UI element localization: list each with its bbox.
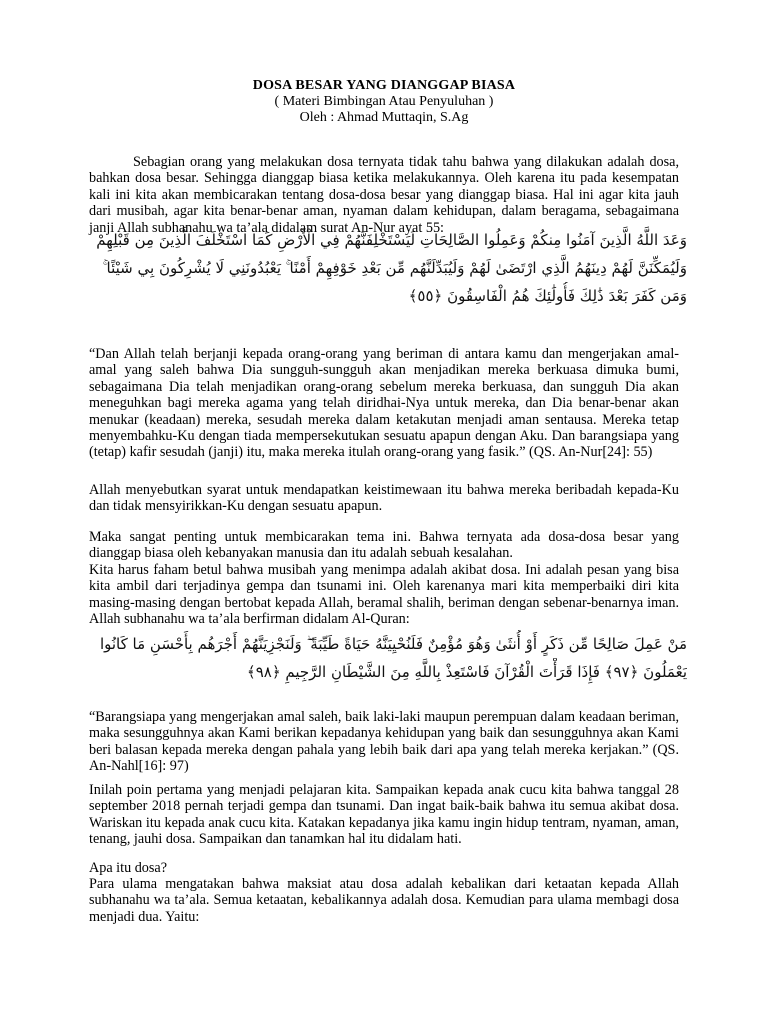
document-title: DOSA BESAR YANG DIANGGAP BIASA <box>252 78 516 93</box>
arabic-line: مَنْ عَمِلَ صَالِحًا مِّن ذَكَرٍ أَوْ أُنثَىٰ وَهُوَ مُؤْمِنٌ فَلَنُحْيِيَنَّهُ حَيَاةً طَيِّبَةً ۖ وَلَنَجْزِيَنَّهُمْ أَجْرَهُم بِأَحْسَنِ مَا كَانُوا <box>99 635 687 653</box>
document-subtitle: ( Materi Bimbingan Atau Penyuluhan ) <box>274 94 494 109</box>
title-block <box>0 78 768 126</box>
paragraph-lesson: Inilah poin pertama yang menjadi pelajaran kita. Sampaikan kepada anak cucu kita bahwa tanggal 28 september 2018 pernah terjadi gempa dan tsunami. Dan ingat baik-baik bahwa itu semua akibat dosa. Wariskan itu kepada anak cucu kita. Katakan kepadanya jika kamu ingin hidup tentram, nyaman, aman, tenang, jauhi dosa. Sampaikan dan tanamkan hal itu didalam hati. <box>89 782 679 848</box>
question-heading: Apa itu dosa? <box>89 860 168 876</box>
document-author: Oleh : Ahmad Muttaqin, S.Ag <box>299 110 469 125</box>
arabic-line: وَلَيُمَكِّنَنَّ لَهُمْ دِينَهُمُ الَّذِي ارْتَضَىٰ لَهُمْ وَلَيُبَدِّلَنَّهُم مِّن بَعْدِ خَوْفِهِمْ أَمْنًا ۚ يَعْبُدُونَنِي لَا يُشْرِكُونَ بِي شَيْئًا ۚ <box>102 259 687 277</box>
intro-paragraph: Sebagian orang yang melakukan dosa ternyata tidak tahu bahwa yang dilakukan adalah dosa, bahkan dosa besar. Sehingga dianggap biasa ketika melakukannya. Oleh karena itu pada kesempatan kali ini kita akan membicarakan tentang dosa-dosa besar yang dianggap biasa. Hal ini agar kita jauh dari musibah, agar kita benar-benar aman, nyaman dalam kehidupan, dalam beragama, sebagaimana janji Allah subhanahu wa ta’ala didalam surat An-Nur ayat 55: <box>89 154 679 236</box>
arabic-line: وَمَن كَفَرَ بَعْدَ ذَٰلِكَ فَأُولَٰئِكَ هُمُ الْفَاسِقُونَ ﴿٥٥﴾ <box>408 287 687 305</box>
paragraph-importance: Maka sangat penting untuk membicarakan tema ini. Bahwa ternyata ada dosa-dosa besar yang dianggap biasa oleh kebanyakan manusia dan itu adalah sebuah kesalahan. <box>89 529 679 562</box>
arabic-line: وَعَدَ اللَّهُ الَّذِينَ آمَنُوا مِنكُمْ وَعَمِلُوا الصَّالِحَاتِ لَيَسْتَخْلِفَنَّهُمْ فِي الْأَرْضِ كَمَا اسْتَخْلَفَ الَّذِينَ مِن قَبْلِهِمْ <box>96 231 687 249</box>
arabic-line: يَعْمَلُونَ ﴿٩٧﴾ فَإِذَا قَرَأْتَ الْقُرْآنَ فَاسْتَعِذْ بِاللَّهِ مِنَ الشَّيْطَانِ الرَّجِيمِ ﴿٩٨﴾ <box>246 663 687 681</box>
paragraph-condition: Allah menyebutkan syarat untuk mendapatkan keistimewaan itu bahwa mereka beribadah kepada-Ku dan tidak mensyirikkan-Ku dengan sesuatu apapun. <box>89 482 679 515</box>
translation-an-nur-55: “Dan Allah telah berjanji kepada orang-orang yang beriman di antara kamu dan mengerjakan amal-amal yang saleh bahwa Dia sungguh-sungguh akan menjadikan mereka berkuasa dimuka bumi, sebagaimana Dia telah menjadikan orang-orang sebelum mereka berkuasa, dan sungguh Dia akan meneguhkan bagi mereka agama yang telah diridhai-Nya untuk mereka, dan Dia benar-benar akan menukar (keadaan) mereka, sesudah mereka dalam ketakutan menjadi aman sentausa. Mereka tetap menyembahku-Ku dengan tiada mempersekutukan sesuatu apapun dengan Aku. Dan barangsiapa yang (tetap) kafir sesudah (janji) itu, maka mereka itulah orang-orang yang fasik.” (QS. An-Nur[24]: 55) <box>89 346 679 461</box>
paragraph-repentance: Kita harus faham betul bahwa musibah yang menimpa adalah akibat dosa. Ini adalah pesan yang bisa kita ambil dari terjadinya gempa dan tsunami ini. Oleh karenanya mari kita memperbaiki diri kita masing-masing dengan bertobat kepada Allah, beramal shalih, beriman dengan sebenar-benarnya iman. Allah subhanahu wa ta’ala berfirman didalam Al-Quran: <box>89 562 679 628</box>
arabic-verse-an-nahl-97 <box>89 630 687 686</box>
arabic-verse-an-nur-55 <box>89 226 687 310</box>
paragraph-definition: Para ulama mengatakan bahwa maksiat atau dosa adalah kebalikan dari ketaatan kepada Allah subhanahu wa ta’ala. Semua ketaatan, kebalikannya adalah dosa. Kemudian para ulama membagi dosa menjadi dua. Yaitu: <box>89 876 679 925</box>
translation-an-nahl-97: “Barangsiapa yang mengerjakan amal saleh, baik laki-laki maupun perempuan dalam keadaan beriman, maka sesungguhnya akan Kami berikan kepadanya kehidupan yang baik dan sesungguhnya akan Kami beri balasan kepada mereka dengan pahala yang lebih baik dari apa yang telah mereka kerjakan.” (QS. An-Nahl[16]: 97) <box>89 709 679 775</box>
